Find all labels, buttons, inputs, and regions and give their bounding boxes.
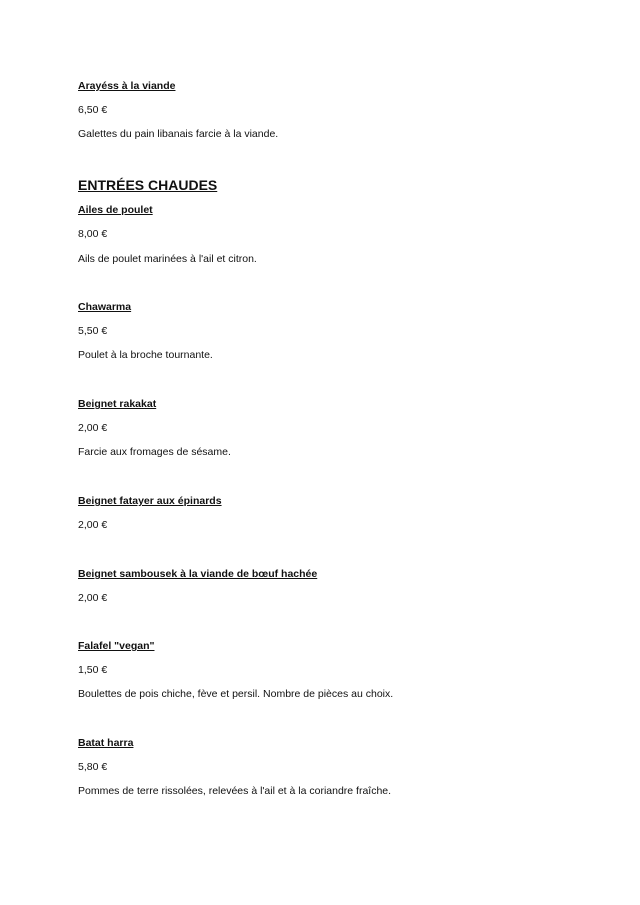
menu-item-description: Pommes de terre rissolées, relevées à l'ail et à la coriandre fraîche. — [78, 785, 392, 797]
menu-item-arayess — [78, 80, 598, 140]
menu-item-title: Beignet sambousek à la viande de bœuf hachée — [78, 568, 318, 580]
menu-item-description: Ails de poulet marinées à l'ail et citron. — [78, 253, 257, 265]
menu-item-description: Galettes du pain libanais farcie à la viande. — [78, 128, 279, 140]
menu-item-price: 5,50 € — [78, 325, 108, 337]
menu-item-title: Chawarma — [78, 301, 132, 313]
menu-item-title: Beignet fatayer aux épinards — [78, 495, 222, 507]
menu-item-title: Arayéss à la viande — [78, 80, 176, 92]
menu-item-title: Ailes de poulet — [78, 204, 153, 216]
menu-item-price: 2,00 € — [78, 422, 108, 434]
menu-item-description: Farcie aux fromages de sésame. — [78, 446, 231, 458]
menu-item-title: Batat harra — [78, 737, 134, 749]
menu-item-beignet-fatayer — [78, 495, 598, 531]
menu-item-batat-harra — [78, 737, 598, 797]
menu-item-price: 6,50 € — [78, 104, 108, 116]
menu-item-title: Beignet rakakat — [78, 398, 157, 410]
menu-item-price: 2,00 € — [78, 519, 108, 531]
menu-item-beignet-rakakat — [78, 398, 598, 458]
menu-item-falafel — [78, 640, 598, 700]
menu-item-price: 8,00 € — [78, 228, 108, 240]
section-title: ENTRÉES CHAUDES — [78, 177, 218, 193]
menu-item-beignet-sambousek — [78, 568, 598, 604]
menu-item-price: 5,80 € — [78, 761, 108, 773]
menu-item-ailes-de-poulet — [78, 204, 598, 265]
menu-item-price: 2,00 € — [78, 592, 108, 604]
menu-item-description: Boulettes de pois chiche, fève et persil. Nombre de pièces au choix. — [78, 688, 394, 700]
menu-item-description: Poulet à la broche tournante. — [78, 349, 213, 361]
menu-item-title: Falafel "vegan" — [78, 640, 155, 652]
menu-item-price: 1,50 € — [78, 664, 108, 676]
menu-item-chawarma — [78, 301, 598, 361]
